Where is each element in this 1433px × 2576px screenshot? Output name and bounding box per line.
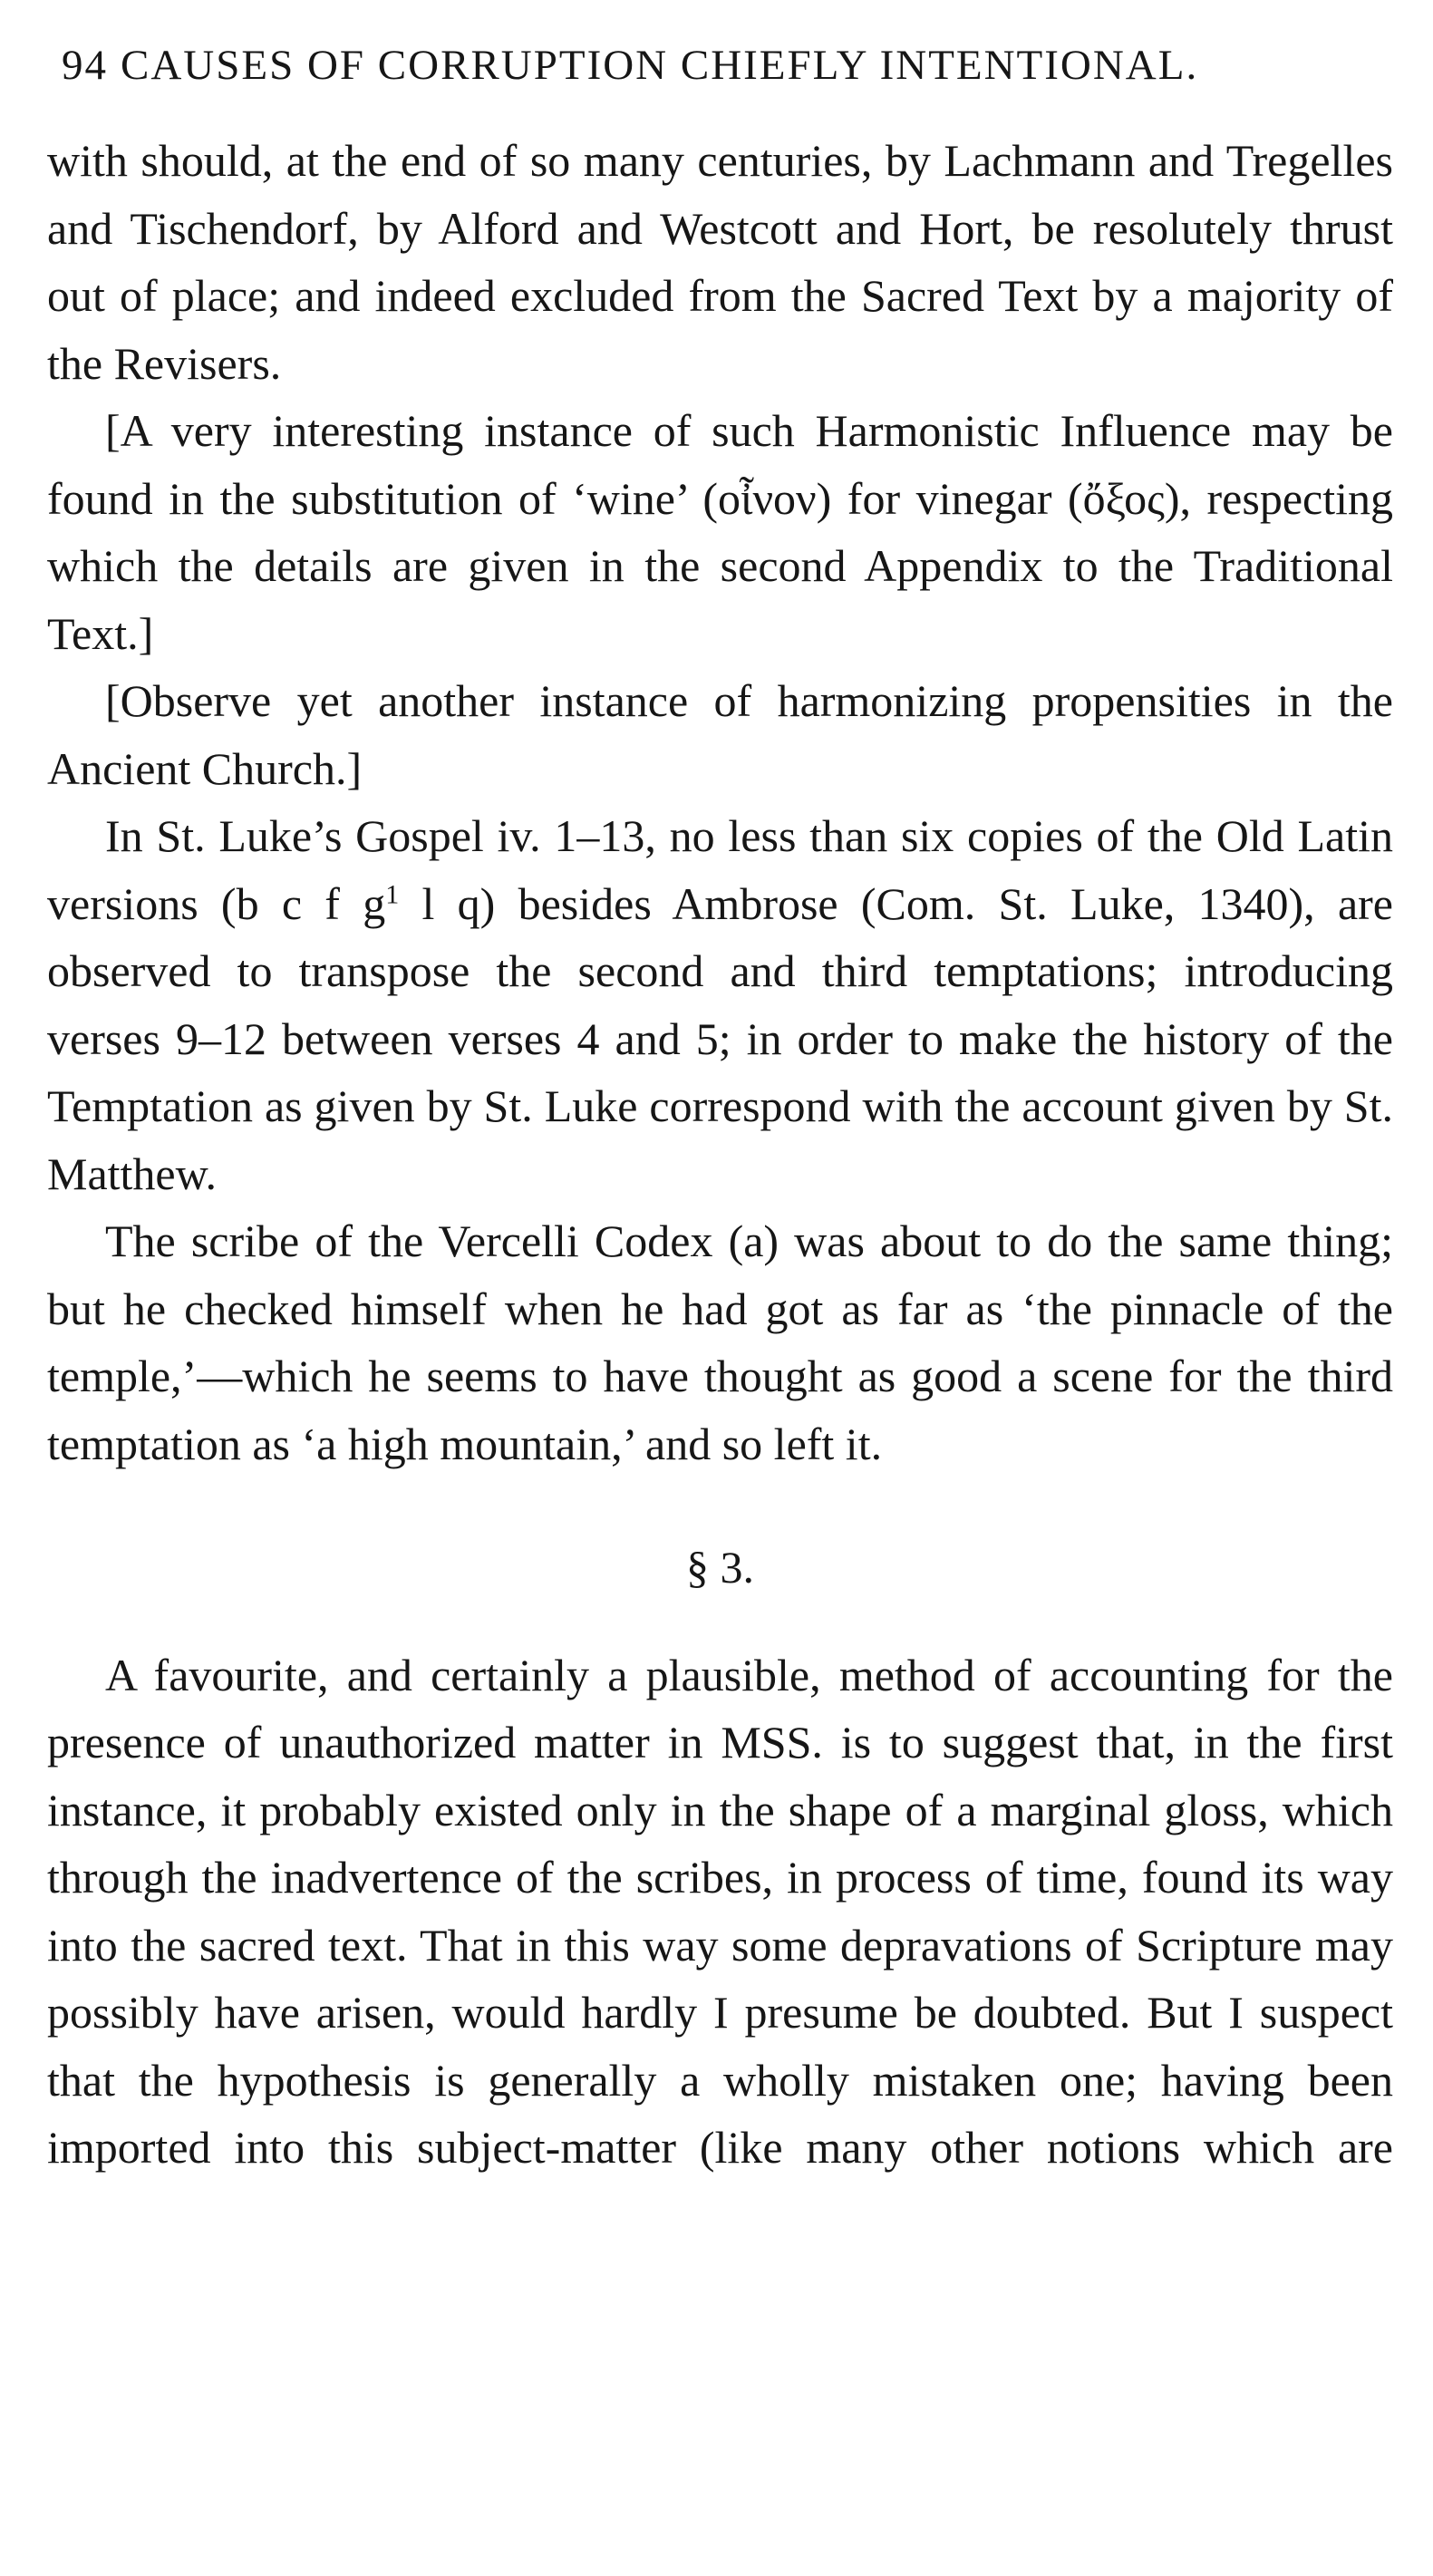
body-text (47, 127, 1393, 2182)
running-title: CAUSES OF CORRUPTION CHIEFLY INTENTIONAL. (121, 42, 1199, 89)
paragraph-vercelli-codex: The scribe of the Vercelli Codex (a) was about to do the same thing; but he checked himself when he had got as far as ‘the pinnacle of the temple,’—which he seems to have thought as good a scene for the third temptation as ‘a high mountain,’ and so left it. (47, 1215, 1393, 1469)
paragraph-harmonizing-propensities: [Observe yet another instance of harmonizing propensities in the Ancient Church.] (47, 675, 1393, 794)
section-heading: § 3. (686, 1542, 754, 1593)
running-head (62, 29, 1376, 102)
page-number: 94 (62, 42, 108, 89)
footnote-superscript: 1 (385, 878, 400, 909)
paragraph-continuation: with should, at the end of so many centuries, by Lachmann and Tregelles and Tischendorf, by Alford and Westcott and Hort, be resolutely thrust out of place; and indeed excluded from the Sacred Text by a majority of the Revisers. (47, 135, 1393, 389)
paragraph-harmonistic-influence: [A very interesting instance of such Harmonistic Influence may be found in the substitution of ‘wine’ (οἶνον) for vinegar (ὄξος), respecting which the details are given in the second Appendix to the Traditional Text.] (47, 405, 1393, 659)
paragraph-marginal-gloss: A favourite, and certainly a plausible, method of accounting for the presence of unauthorized matter in MSS. is to suggest that, in the first instance, it probably existed only in the shape of a marginal gloss, which through the inadvertence of the scribes, in process of time, found its way into the sacred text. That in this way some depravations of Scripture may possibly have arisen, would hardly I presume be doubted. But I suspect that the hypothesis is generally a wholly mistaken one; having been imported into this subject-matter (like many other notions which are (47, 1649, 1393, 2173)
luke-text-end: l q) besides Ambrose (Com. St. Luke, 1340), are observed to transpose the second and third temptations; introducing verses 9–12 between verses 4 and 5; in order to make the history of the Temptation as given by St. Luke correspond with the account given by St. Matthew. (47, 877, 1393, 1199)
luke-text-start: In St. Luke’s Gospel iv. 1–13, no less than six copies of the Old Latin versions (b c f g (47, 810, 1393, 929)
paragraph-st-luke (47, 802, 1393, 1207)
